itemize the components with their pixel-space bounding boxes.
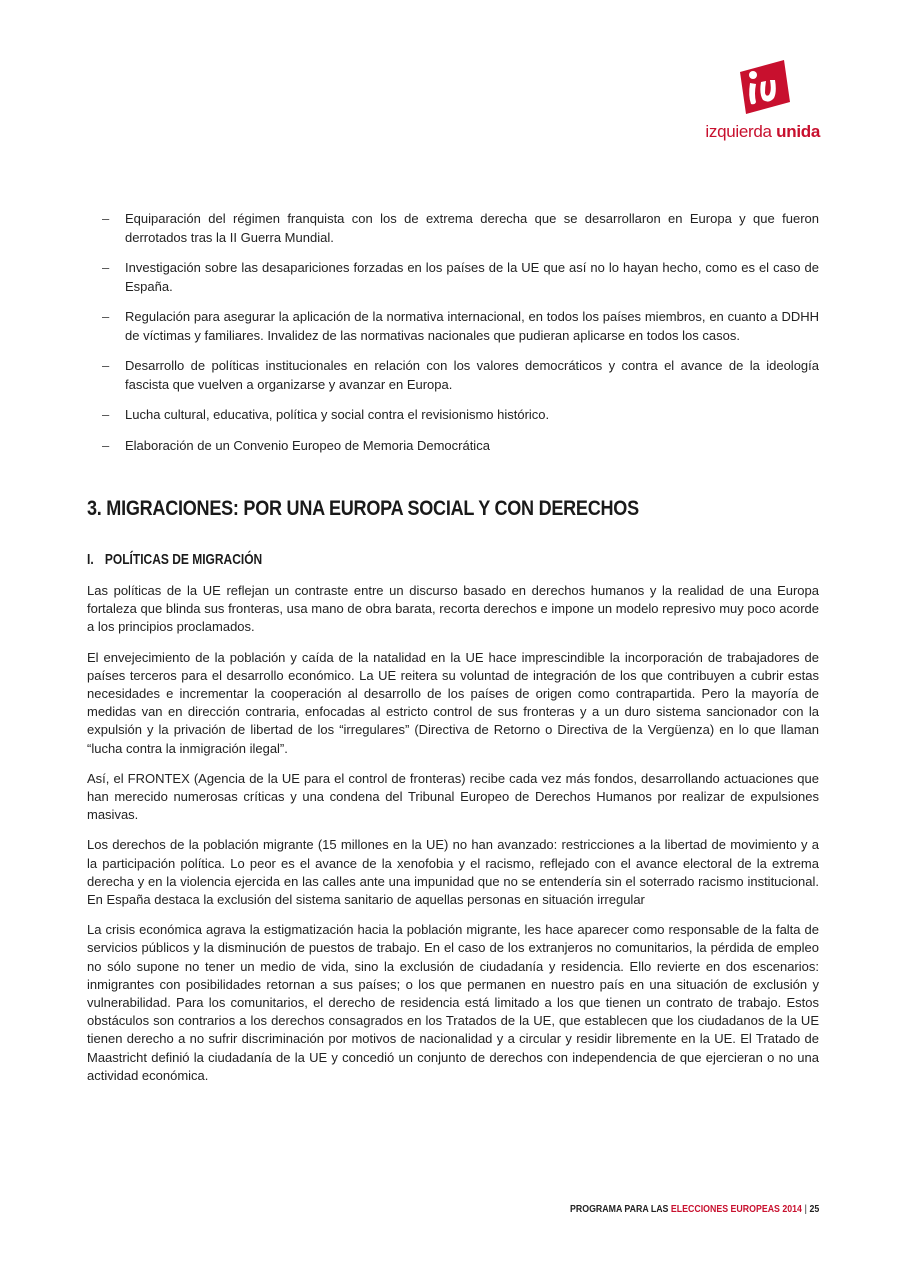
dash-marker: – (102, 309, 110, 324)
iu-logo-icon (734, 58, 792, 118)
dash-marker: – (102, 437, 110, 453)
list-item (87, 308, 819, 345)
list-item-text: Investigación sobre las desapariciones forzadas en los países de la UE que así no lo hayan hecho, como es el caso de España. (125, 260, 819, 294)
list-item-text: Equiparación del régimen franquista con los de extrema derecha que se desarrollaron en Europa y que fueron derrotados tras la II Guerra Mundial. (125, 211, 819, 245)
list-item-text: Desarrollo de políticas institucionales en relación con los valores democráticos y contra el avance de la ideología fascista que vuelven a organizarse y avanzar en Europa. (125, 358, 819, 392)
page-content (87, 210, 819, 1097)
footer-separator: | (804, 1204, 807, 1215)
dash-marker: – (102, 358, 110, 373)
dash-marker: – (102, 407, 110, 422)
list-item-text: Regulación para asegurar la aplicación de la normativa internacional, en todos los países miembros, en cuanto a DDHH de víctimas y familiares. Invalidez de las normativas nacionales que pudieran aplicarse en todos los casos. (125, 309, 819, 343)
list-item (87, 437, 819, 456)
page-footer (570, 1204, 819, 1215)
page-number: 25 (809, 1204, 819, 1215)
dash-marker: – (102, 260, 110, 275)
list-item (87, 406, 819, 425)
footer-highlight: ELECCIONES EUROPEAS 2014 (670, 1204, 802, 1215)
logo-wordmark (705, 122, 820, 142)
subsection-number: I. (87, 551, 94, 568)
subsection-heading (87, 551, 673, 568)
dash-marker: – (102, 211, 110, 226)
paragraph: Los derechos de la población migrante (15 millones en la UE) no han avanzado: restricciones a la libertad de movimiento y a la participación política. Lo peor es el avance de la xenofobia y el racismo, reflejado con el avance electoral de la extrema derecha y en la violencia ejercida en las calles ante una impunidad que no se entendería sin el soterrado racismo institucional. En España destaca la exclusión del sistema sanitario de aquellas personas en situación irregular (87, 837, 819, 908)
logo-text-light: izquierda (705, 122, 772, 141)
logo-text-bold: unida (776, 122, 820, 141)
list-item-text: Elaboración de un Convenio Europeo de Memoria Democrática (125, 437, 490, 453)
paragraph: La crisis económica agrava la estigmatización hacia la población migrante, les hace aparecer como responsable de la falta de servicios públicos y la disminución de puestos de trabajo. En el caso de los extranjeros no comunitarios, la pérdida de empleo no sólo supone no tener un medio de vida, sino la exclusión de ciudadanía y residencia. Ello revierte en dos escenarios: inmigrantes con posibilidades retornan a sus países; o los que permanen en nuestro país en una situación de exclusión y vulnerabilidad. Para los comunitarios, el derecho de residencia está limitado a los que tienen un contrato de trabajo. Estos obstáculos son contrarios a los derechos consagrados en los Tratados de la UE, que establecen que los ciudadanos de la UE tienen derecho a no sufrir discriminación por motivos de nacionalidad y a circular y residir libremente en la UE. El Tratado de Maastricht definió la ciudadanía de la UE y concedió un conjunto de derechos con independencia de que ejercieran o no una actividad económica. (87, 922, 819, 1083)
paragraph: El envejecimiento de la población y caída de la natalidad en la UE hace imprescindible la incorporación de trabajadores de países terceros para el desarrollo económico. La UE reitera su voluntad de integración de los que contribuyen a cubrir estas necesidades e incrementar la cooperación al desarrollo de los países de origen como contrapartida. Pero la mayoría de medidas van en dirección contraria, enfocadas al estricto control de sus fronteras y a un duro sistema sancionador con la expulsión y la privación de libertad de los “irregulares” (Directiva de Retorno o Directiva de la Vergüenza) en lo que llaman “lucha contra la inmigración ilegal”. (87, 649, 819, 756)
bullet-list (87, 210, 819, 455)
paragraph: Así, el FRONTEX (Agencia de la UE para el control de fronteras) recibe cada vez más fondos, desarrollando actuaciones que han merecido numerosas críticas y una condena del Tribunal Europeo de Derechos Humanos por realizar de expulsiones masivas. (87, 770, 819, 823)
list-item (87, 357, 819, 394)
subsection-title: POLÍTICAS DE MIGRACIÓN (104, 551, 263, 568)
section-heading: 3. MIGRACIONES: POR UNA EUROPA SOCIAL Y CON DERECHOS (87, 497, 639, 520)
list-item (87, 259, 819, 296)
list-item (87, 210, 819, 247)
footer-label: PROGRAMA PARA LAS (569, 1204, 669, 1215)
paragraph: Las políticas de la UE reflejan un contraste entre un discurso basado en derechos humanos y la realidad de una Europa fortaleza que blinda sus fronteras, usa mano de obra barata, recorta derechos e impone un modelo represivo muy poco acorde a los principios proclamados. (87, 583, 819, 635)
list-item-text: Lucha cultural, educativa, política y social contra el revisionismo histórico. (125, 407, 550, 422)
